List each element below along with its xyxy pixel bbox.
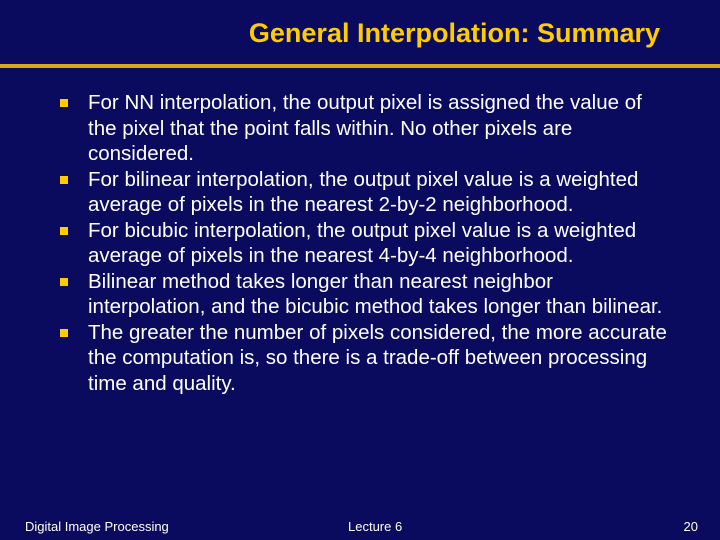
bullet-item: [57, 320, 667, 397]
bullet-item: [57, 269, 667, 320]
bullet-list: [57, 90, 667, 396]
bullet-item: [57, 218, 667, 269]
bullet-text: For NN interpolation, the output pixel is assigned the value of the pixel that the point falls within. No other pixels are considered.: [88, 91, 642, 165]
square-bullet-icon: [60, 329, 68, 337]
bullet-text: For bicubic interpolation, the output pixel value is a weighted average of pixels in the nearest 4-by-4 neighborhood.: [88, 218, 637, 267]
slide-number: 20: [683, 519, 698, 534]
slide-title: General Interpolation: Summary: [248, 18, 660, 48]
bullet-text: For bilinear interpolation, the output pixel value is a weighted average of pixels in the nearest 2-by-2 neighborhood.: [88, 167, 639, 216]
bullet-item: [57, 90, 667, 167]
square-bullet-icon: [60, 278, 68, 286]
bullet-text: Bilinear method takes longer than nearest neighbor interpolation, and the bicubic method takes longer than bilinear.: [88, 269, 663, 318]
footer-course-name: Digital Image Processing: [25, 519, 169, 534]
bullet-text: The greater the number of pixels considered, the more accurate the computation is, so there is a trade-off between processing time and quality.: [88, 320, 667, 395]
title-divider: [0, 64, 720, 68]
footer-lecture: Lecture 6: [348, 519, 403, 534]
square-bullet-icon: [60, 227, 68, 235]
square-bullet-icon: [60, 176, 68, 184]
square-bullet-icon: [60, 99, 68, 107]
bullet-item: [57, 167, 667, 218]
